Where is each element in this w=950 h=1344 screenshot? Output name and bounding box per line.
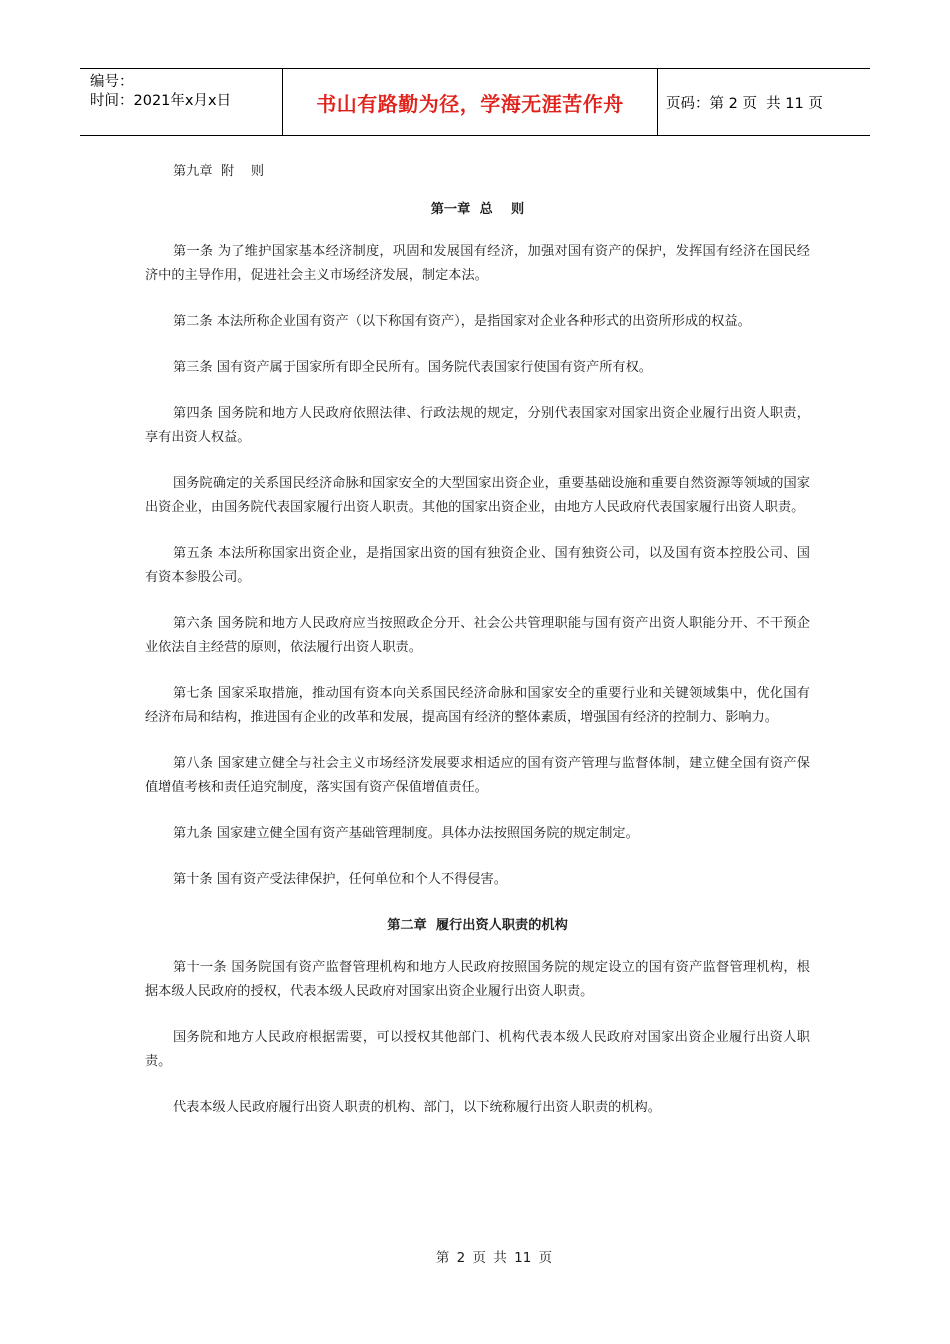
article-paragraph: 国务院确定的关系国民经济命脉和国家安全的大型国家出资企业，重要基础设施和重要自然资源等领域的国家出资企业，由国务院代表国家履行出资人职责。其他的国家出资企业，由地方人民政府代表国家履行出资人职责。 (145, 476, 810, 515)
article-paragraph: 第十条 国有资产受法律保护，任何单位和个人不得侵害。 (173, 872, 507, 887)
article-paragraph: 第八条 国家建立健全与社会主义市场经济发展要求相适应的国有资产管理与监督体制，建立健全国有资产保值增值考核和责任追究制度，落实国有资产保值增值责任。 (145, 756, 810, 795)
document-time-label: 时间：2021年x月x日 (90, 93, 232, 109)
document-number-label: 编号： (90, 74, 134, 90)
article-paragraph: 第十一条 国务院国有资产监督管理机构和地方人民政府按照国务院的规定设立的国有资产监督管理机构，根据本级人民政府的授权，代表本级人民政府对国家出资企业履行出资人职责。 (145, 960, 810, 999)
article-paragraph: 第一条 为了维护国家基本经济制度，巩固和发展国有经济，加强对国有资产的保护，发挥国有经济在国民经济中的主导作用，促进社会主义市场经济发展，制定本法。 (145, 244, 810, 283)
article-paragraph: 第二条 本法所称企业国有资产（以下称国有资产），是指国家对企业各种形式的出资所形成的权益。 (173, 314, 751, 329)
header-motto: 书山有路勤为径，学海无涯苦作舟 (282, 69, 658, 135)
chapter-2-title: 第二章 履行出资人职责的机构 (387, 918, 568, 933)
header-page-info: 页码：第 2 页 共 11 页 (666, 95, 823, 112)
page-header (80, 68, 870, 136)
article-paragraph: 第三条 国有资产属于国家所有即全民所有。国务院代表国家行使国有资产所有权。 (173, 360, 652, 375)
article-paragraph: 第九条 国家建立健全国有资产基础管理制度。具体办法按照国务院的规定制定。 (173, 826, 639, 841)
header-meta (80, 69, 282, 135)
article-paragraph: 第五条 本法所称国家出资企业，是指国家出资的国有独资企业、国有独资公司，以及国有资本控股公司、国有资本参股公司。 (145, 546, 810, 585)
chapter-1-title: 第一章 总 则 (430, 202, 525, 217)
article-paragraph: 代表本级人民政府履行出资人职责的机构、部门，以下统称履行出资人职责的机构。 (173, 1100, 661, 1115)
page-footer: 第 2 页 共 11 页 (435, 1250, 553, 1266)
article-paragraph: 第六条 国务院和地方人民政府应当按照政企分开、社会公共管理职能与国有资产出资人职能分开、不干预企业依法自主经营的原则，依法履行出资人职责。 (145, 616, 810, 655)
article-paragraph: 第七条 国家采取措施，推动国有资本向关系国民经济命脉和国家安全的重要行业和关键领域集中，优化国有经济布局和结构，推进国有企业的改革和发展，提高国有经济的整体素质，增强国有经济的控制力、影响力。 (145, 686, 810, 725)
article-paragraph: 国务院和地方人民政府根据需要，可以授权其他部门、机构代表本级人民政府对国家出资企业履行出资人职责。 (145, 1030, 810, 1069)
article-paragraph: 第四条 国务院和地方人民政府依照法律、行政法规的规定，分别代表国家对国家出资企业履行出资人职责，享有出资人权益。 (145, 406, 810, 445)
document-body (145, 160, 810, 1142)
toc-line: 第九章 附 则 (173, 164, 265, 179)
